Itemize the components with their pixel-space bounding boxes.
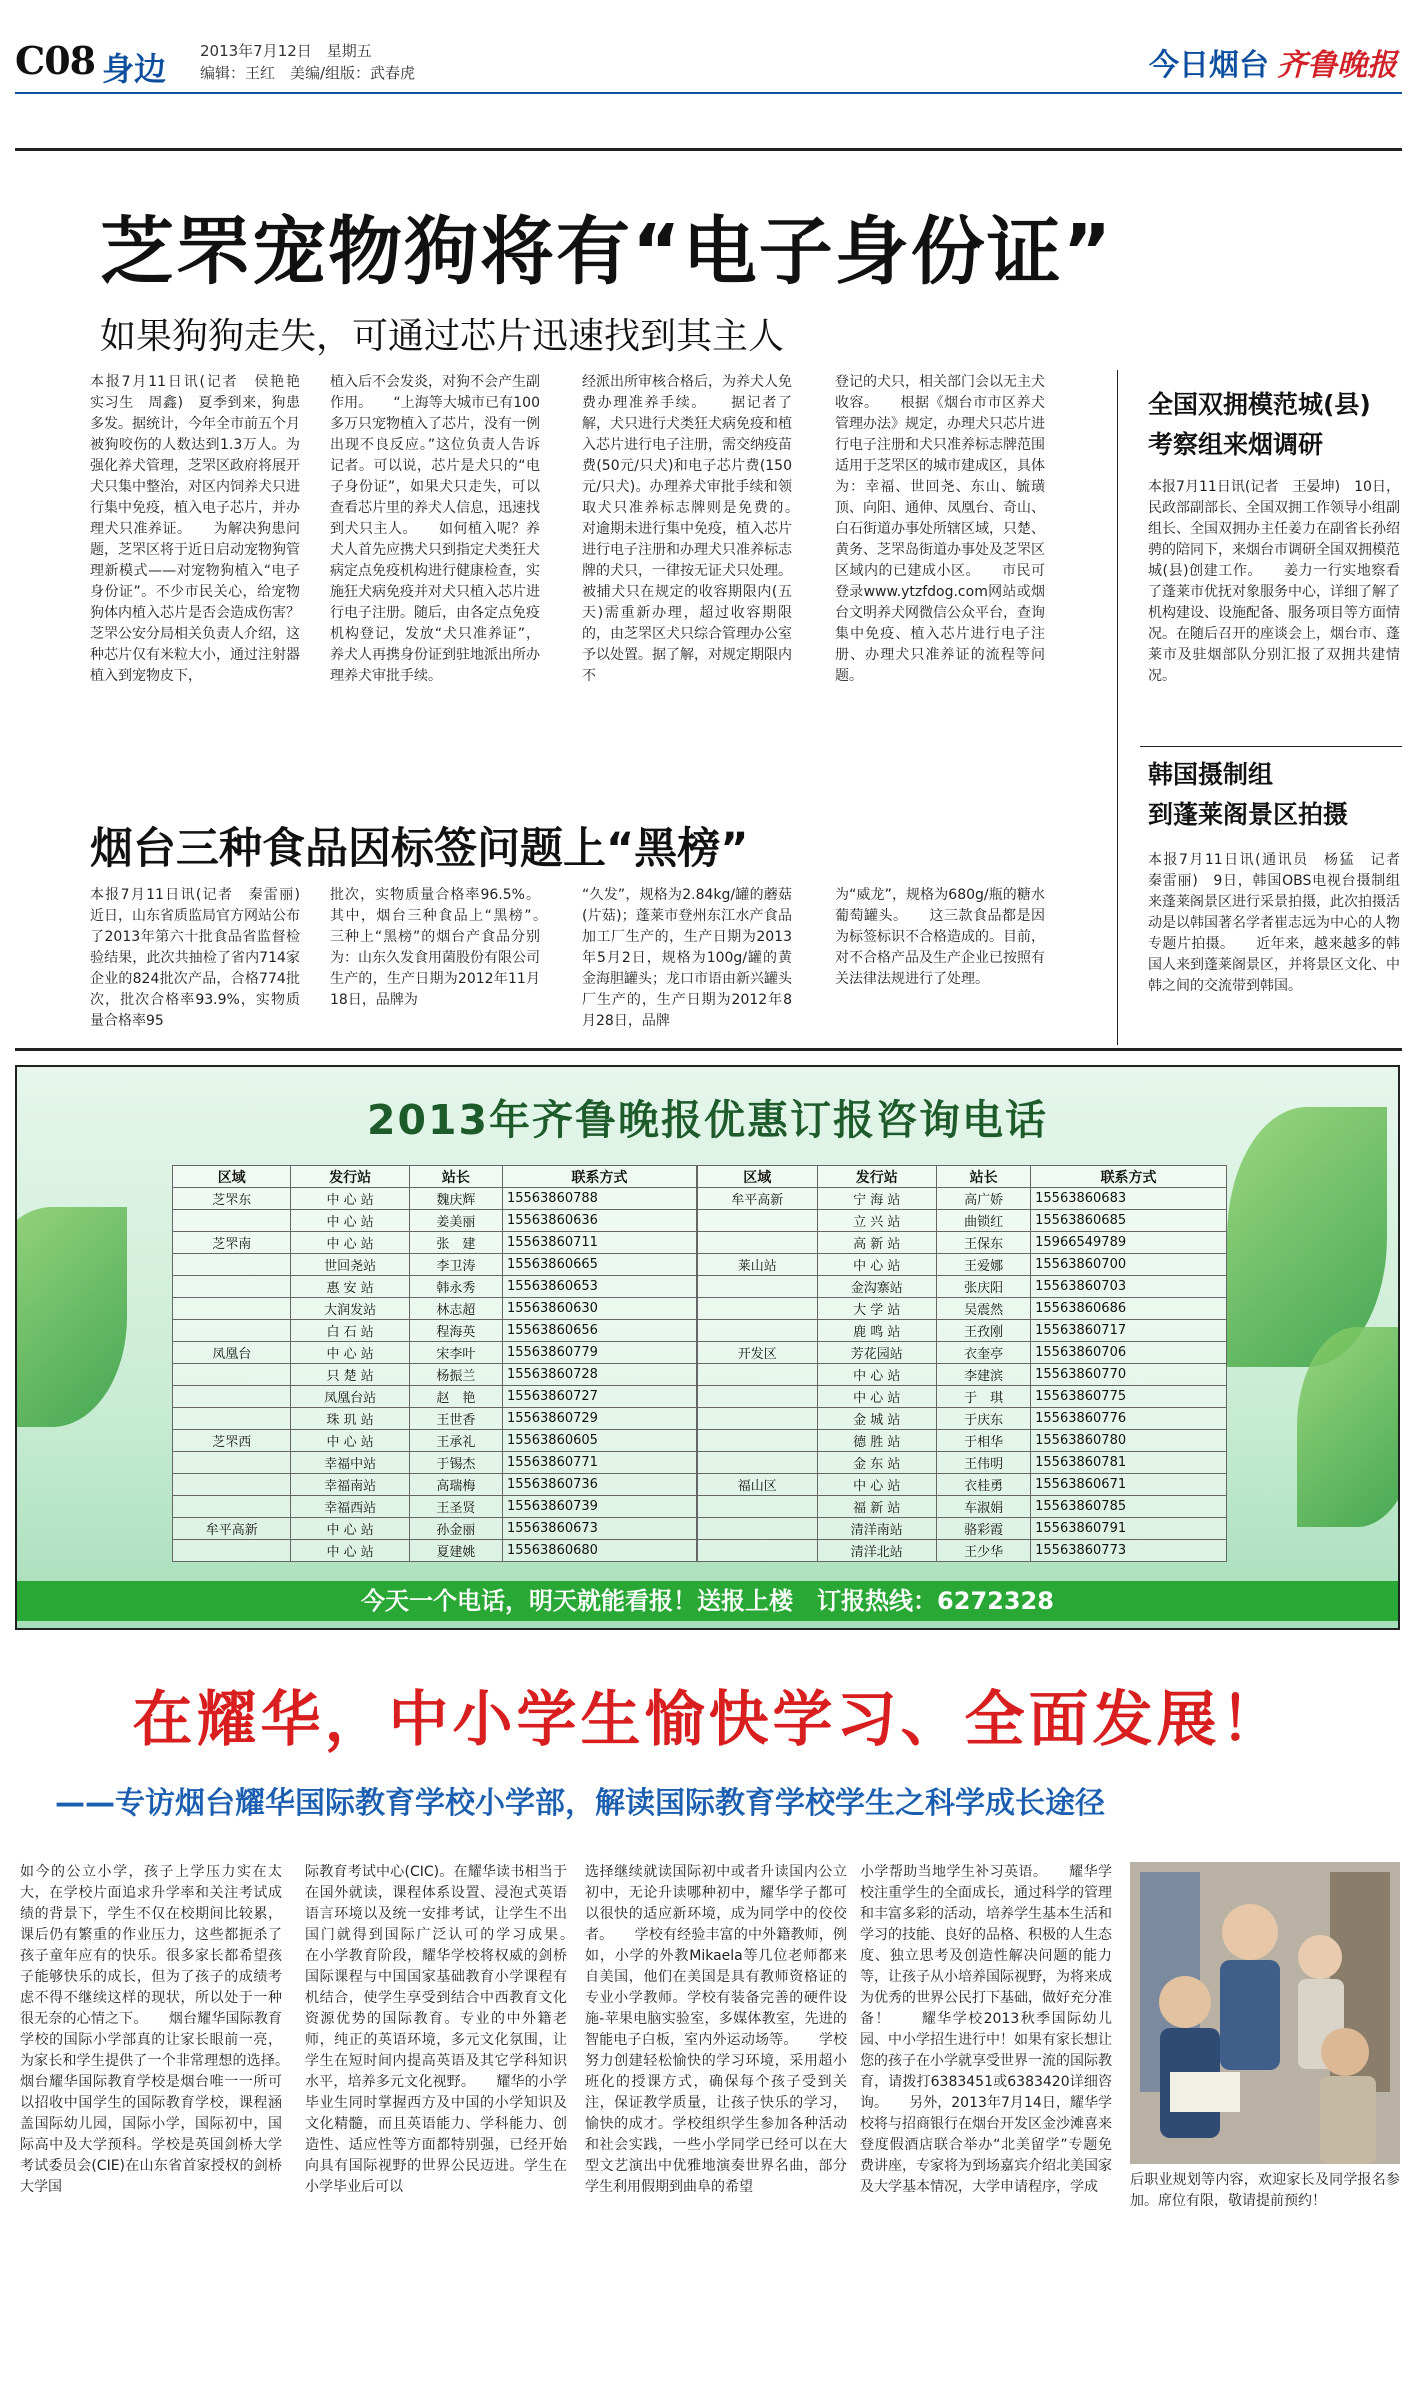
cell-phone: 15563860736 [502, 1474, 696, 1496]
cell-region [698, 1298, 818, 1320]
section-name: 身边 [102, 50, 167, 88]
cell-station: 金沟寨站 [817, 1276, 937, 1298]
table-row [698, 1364, 1227, 1386]
food-column-4: 为“威龙”，规格为680g/瓶的糖水葡萄罐头。 这三款食品都是因为标签标识不合格造成的。目前，对不合格产品及生产企业已按照有关法律法规进行了处理。 [835, 887, 1045, 987]
cell-manager: 车淑娟 [937, 1496, 1031, 1518]
cell-station: 中 心 站 [291, 1540, 409, 1562]
subscription-table-right [697, 1165, 1227, 1562]
cell-manager: 杨振兰 [409, 1364, 502, 1386]
headline: 芝罘宠物狗将有“电子身份证” [100, 209, 1114, 295]
cell-region [698, 1452, 818, 1474]
students-photo [1130, 1862, 1400, 2164]
cell-phone: 15563860739 [502, 1496, 696, 1518]
header-rule [15, 92, 1402, 94]
table-row [698, 1276, 1227, 1298]
cell-manager: 赵 艳 [409, 1386, 502, 1408]
cell-manager: 于锡杰 [409, 1452, 502, 1474]
cell-region [173, 1540, 291, 1562]
newspaper-brand [1149, 40, 1397, 84]
side-story-2-title-line1: 韩国摄制组 [1148, 760, 1274, 789]
table-row [698, 1452, 1227, 1474]
cell-station: 中 心 站 [817, 1474, 937, 1496]
cell-region: 凤凰台 [173, 1342, 291, 1364]
cell-manager: 王承礼 [409, 1430, 502, 1452]
cell-manager: 李卫涛 [409, 1254, 502, 1276]
cell-region: 福山区 [698, 1474, 818, 1496]
table-row [173, 1276, 697, 1298]
cell-manager: 孙金丽 [409, 1518, 502, 1540]
cell-station: 中 心 站 [291, 1232, 409, 1254]
cell-station: 金 东 站 [817, 1452, 937, 1474]
cell-station: 中 心 站 [817, 1386, 937, 1408]
cell-region: 芝罘西 [173, 1430, 291, 1452]
cell-region [173, 1474, 291, 1496]
students-illustration [1130, 1862, 1400, 2164]
cell-phone: 15563860717 [1031, 1320, 1227, 1342]
cell-phone: 15563860636 [502, 1210, 696, 1232]
table-row [698, 1408, 1227, 1430]
cell-station: 大润发站 [291, 1298, 409, 1320]
col-header-region: 区域 [173, 1166, 291, 1188]
ad-caption: 后职业规划等内容，欢迎家长及同学报名参加。席位有限，敬请提前预约！ [1130, 2172, 1400, 2209]
cell-manager: 王世香 [409, 1408, 502, 1430]
cell-region [173, 1320, 291, 1342]
subscription-panel [15, 1065, 1400, 1630]
cell-region [173, 1452, 291, 1474]
cell-manager: 程海英 [409, 1320, 502, 1342]
cell-phone: 15563860780 [1031, 1430, 1227, 1452]
cell-phone: 15563860728 [502, 1364, 696, 1386]
cell-station: 中 心 站 [817, 1364, 937, 1386]
cell-station: 鹿 鸣 站 [817, 1320, 937, 1342]
ad-subheadline: ——专访烟台耀华国际教育学校小学部，解读国际教育学校学生之科学成长途径 [55, 1786, 1105, 1821]
cell-station: 幸福西站 [291, 1496, 409, 1518]
cell-station: 中 心 站 [291, 1342, 409, 1364]
table-row [173, 1518, 697, 1540]
cell-station: 幸福南站 [291, 1474, 409, 1496]
cell-station: 中 心 站 [817, 1254, 937, 1276]
subscription-title: 2013年齐鲁晚报优惠订报咨询电话 [366, 1096, 1049, 1144]
ad-column-2: 际教育考试中心(CIC)。在耀华读书相当于在国外就读，课程体系设置、浸泡式英语语言环境以及统一安排考试，让学生不出国门就得到国际广泛认可的学习成果。 在小学教育阶段，耀华学校将权威的剑桥国际课程与中国国家基础教育小学课程有机结合，使学生享受到结合中西教育文化资源优势的国际教育。专业的中外籍老师，纯正的英语环境，多元文化氛围，让学生在短时间内提高英语及其它学科知识水平，培养多元文化视野。 耀华的小学毕业生同时掌握西方及中国的小学知识及文化精髓，而且英语能力、学科能力、创造性、适应性等方面都特别强，已经开始向具有国际视野的世界公民迈进。学生在小学毕业后可以 [305, 1864, 567, 2195]
cell-station: 珠 玑 站 [291, 1408, 409, 1430]
table-row [173, 1342, 697, 1364]
cell-phone: 15563860680 [502, 1540, 696, 1562]
food-column-2: 批次，实物质量合格率96.5%。其中，烟台三种食品上“黑榜”。 三种上“黑榜”的烟台产食品分别为：山东久发食用菌股份有限公司生产的，生产日期为2012年11月18日，品牌为 [330, 887, 540, 1008]
cell-phone: 15563860683 [1031, 1188, 1227, 1210]
cell-station: 宁 海 站 [817, 1188, 937, 1210]
brand-logo: 齐鲁晚报 [1277, 48, 1397, 83]
cell-region: 牟平高新 [698, 1188, 818, 1210]
table-row [173, 1298, 697, 1320]
cell-station: 金 城 站 [817, 1408, 937, 1430]
table-row [698, 1540, 1227, 1562]
cell-phone: 15563860771 [502, 1452, 696, 1474]
col-header-manager: 站长 [937, 1166, 1031, 1188]
cell-manager: 王少华 [937, 1540, 1031, 1562]
side-story-1-body: 本报7月11日讯(记者 王晏坤) 10日，民政部副部长、全国双拥工作领导小组副组长、全国双拥办主任姜力在副省长孙绍骋的陪同下，来烟台市调研全国双拥模范城(县)创建工作。 姜力一行实地察看了蓬莱市优抚对象服务中心，详细了解了机构建设、设施配备、服务项目等方面情况。在随后召开的座谈会上，烟台市、蓬莱市及驻烟部队分别汇报了双拥共建情况。 [1148, 479, 1400, 684]
cell-phone: 15563860685 [1031, 1210, 1227, 1232]
cell-phone: 15563860776 [1031, 1408, 1227, 1430]
cell-station: 白 石 站 [291, 1320, 409, 1342]
cell-station: 清洋北站 [817, 1540, 937, 1562]
subscription-table-left [172, 1165, 697, 1562]
cell-station: 福 新 站 [817, 1496, 937, 1518]
table-row [698, 1518, 1227, 1540]
article-column-1: 本报7月11日讯(记者 侯艳艳 实习生 周鑫) 夏季到来，狗患多发。据统计，今年全市前五个月被狗咬伤的人数达到1.3万人。为强化养犬管理，芝罘区政府将展开犬只集中整治，对区内饲养犬只进行集中免疫，植入电子芯片，并办理犬只准养证。 为解决狗患问题，芝罘区将于近日启动宠物狗管理新模式——对宠物狗植入“电子身份证”。不少市民关心，给宠物狗体内植入芯片是否会造成伤害？芝罘公安分局相关负责人介绍，这种芯片仅有米粒大小，通过注射器植入到宠物皮下， [90, 374, 300, 684]
article-column-3: 经派出所审核合格后，为养犬人免费办理准养手续。 据记者了解，犬只进行犬类狂犬病免疫和植入芯片进行电子注册，需交纳疫苗费(50元/只犬)和电子芯片费(150元/只犬)。办理养犬审批手续和领取犬只准养标志牌则是免费的。 对逾期未进行集中免疫，植入芯片进行电子注册和办理犬只准养标志牌的犬只，一律按无证犬只处理。被捕犬只在规定的收容期限内(五天)需重新办理，超过收容期限的，由芝罘区犬只综合管理办公室予以处置。据了解，对规定期限内不 [582, 374, 792, 684]
cell-phone: 15563860653 [502, 1276, 696, 1298]
cell-region [173, 1496, 291, 1518]
cell-station: 中 心 站 [291, 1430, 409, 1452]
cell-manager: 高广娇 [937, 1188, 1031, 1210]
cell-phone: 15563860770 [1031, 1364, 1227, 1386]
ad-column-1: 如今的公立小学，孩子上学压力实在太大，在学校片面追求升学率和关注考试成绩的背景下，学生不仅在校期间比较累，课后仍有繁重的作业压力，这些都扼杀了孩子童年应有的快乐。很多家长都希望孩子能够快乐的成长，但为了孩子的成绩考虑不得不继续这样的现状，所以处于一种很无奈的心情之下。 烟台耀华国际教育学校的国际小学部真的让家长眼前一亮，为家长和学生提供了一个非常理想的选择。 烟台耀华国际教育学校是烟台唯一一所可以招收中国学生的国际教育学校，课程涵盖国际幼儿园，国际小学，国际初中，国际高中及大学预科。学校是英国剑桥大学考试委员会(CIE)在山东省首家授权的剑桥大学国 [20, 1864, 282, 2195]
table-row [698, 1320, 1227, 1342]
cell-phone: 15966549789 [1031, 1232, 1227, 1254]
table-row [173, 1430, 697, 1452]
cell-manager: 韩永秀 [409, 1276, 502, 1298]
table-row [698, 1474, 1227, 1496]
mid-rule [15, 1048, 1402, 1051]
cell-manager: 衣桂勇 [937, 1474, 1031, 1496]
cell-manager: 王伟明 [937, 1452, 1031, 1474]
food-column-1: 本报7月11日讯(记者 秦雷丽) 近日，山东省质监局官方网站公布了2013年第六十批食品省监督检验结果，此次共抽检了省内714家企业的824批次产品，合格774批次，批次合格率93.9%，实物质量合格率95 [90, 887, 300, 1029]
side-story-2-title-line2: 到蓬莱阁景区拍摄 [1148, 800, 1349, 829]
side-story-1-title-line1: 全国双拥模范城(县) [1148, 390, 1371, 419]
cell-region [173, 1254, 291, 1276]
cell-region [698, 1276, 818, 1298]
cell-manager: 骆彩霞 [937, 1518, 1031, 1540]
cell-region [698, 1232, 818, 1254]
cell-manager: 吴震然 [937, 1298, 1031, 1320]
col-header-station: 发行站 [291, 1166, 409, 1188]
cell-phone: 15563860791 [1031, 1518, 1227, 1540]
cell-phone: 15563860700 [1031, 1254, 1227, 1276]
side-story-2-title [1148, 755, 1348, 835]
cell-phone: 15563860686 [1031, 1298, 1227, 1320]
cell-station: 大 学 站 [817, 1298, 937, 1320]
col-header-manager: 站长 [409, 1166, 502, 1188]
cell-region: 莱山站 [698, 1254, 818, 1276]
article-column-2: 植入后不会发炎，对狗不会产生副作用。 “上海等大城市已有100多万只宠物植入了芯片，没有一例出现不良反应。”这位负责人告诉记者。可以说，芯片是犬只的“电子身份证”，如果犬只走失，可以查看芯片里的养犬人信息，迅速找到犬只主人。 如何植入呢？养犬人首先应携犬只到指定犬类狂犬病定点免疫机构进行健康检查，实施狂犬病免疫并对犬只植入芯片进行电子注册。随后，由各定点免疫机构登记，发放“犬只准养证”，养犬人再携身份证到驻地派出所办理养犬审批手续。 [330, 374, 540, 684]
brand-section: 今日烟台 [1149, 48, 1269, 83]
cell-phone: 15563860630 [502, 1298, 696, 1320]
cell-phone: 15563860706 [1031, 1342, 1227, 1364]
table-row [173, 1452, 697, 1474]
cell-manager: 李建滨 [937, 1364, 1031, 1386]
table-row [698, 1496, 1227, 1518]
cell-region [698, 1540, 818, 1562]
cell-manager: 于 琪 [937, 1386, 1031, 1408]
side-divider [1140, 746, 1402, 747]
cell-manager: 张庆阳 [937, 1276, 1031, 1298]
cell-phone: 15563860656 [502, 1320, 696, 1342]
cell-phone: 15563860779 [502, 1342, 696, 1364]
cell-region [698, 1496, 818, 1518]
issue-meta [200, 40, 415, 84]
ad-column-4: 小学帮助当地学生补习英语。 耀华学校注重学生的全面成长，通过科学的管理和丰富多彩的活动，培养学生基本生活和学习的技能、良好的品格、积极的人生态度、独立思考及创造性解决问题的能力等，让孩子从小培养国际视野，为将来成为优秀的世界公民打下基础，做好充分准备！ 耀华学校2013秋季国际幼儿园、中小学招生进行中！如果有家长想让您的孩子在小学就享受世界一流的国际教育，请拨打6383451或6383420详细咨询。 另外，2013年7月14日，耀华学校将与招商银行在烟台开发区金沙滩喜来登度假酒店联合举办“北美留学”专题免费讲座，专家将为到场嘉宾介绍北美国家及大学基本情况，大学申请程序，学成 [860, 1864, 1112, 2195]
table-row [173, 1254, 697, 1276]
cell-phone: 15563860785 [1031, 1496, 1227, 1518]
cell-station: 清洋南站 [817, 1518, 937, 1540]
cell-station: 中 心 站 [291, 1210, 409, 1232]
cell-phone: 15563860773 [1031, 1540, 1227, 1562]
col-header-region: 区域 [698, 1166, 818, 1188]
column-divider [1117, 370, 1118, 1045]
cell-region: 芝罘东 [173, 1188, 291, 1210]
cell-manager: 王孜刚 [937, 1320, 1031, 1342]
cell-station: 中 心 站 [291, 1518, 409, 1540]
cell-station: 高 新 站 [817, 1232, 937, 1254]
table-row [173, 1210, 697, 1232]
table-row [173, 1386, 697, 1408]
cell-region [173, 1364, 291, 1386]
issue-staff: 编辑：王红 美编/组版：武春虎 [200, 64, 416, 82]
cell-station: 凤凰台站 [291, 1386, 409, 1408]
table-row [173, 1408, 697, 1430]
cell-station: 世回尧站 [291, 1254, 409, 1276]
table-row [173, 1188, 697, 1210]
top-rule [15, 148, 1402, 151]
cell-station: 芳花园站 [817, 1342, 937, 1364]
cell-manager: 王爱娜 [937, 1254, 1031, 1276]
table-row [173, 1320, 697, 1342]
ad-column-3: 选择继续就读国际初中或者升读国内公立初中，无论升读哪种初中，耀华学子都可以很快的适应新环境，成为同学中的佼佼者。 学校有经验丰富的中外籍教师，例如，小学的外教Mikaela等几位老师都来自美国，他们在美国是具有教师资格证的专业小学教师。学校有装备完善的硬件设施-苹果电脑实验室，多媒体教室，先进的智能电子白板，室内外运动场等。 学校努力创建轻松愉快的学习环境，采用超小班化的授课方式，确保每个孩子受到关注，保证教学质量，让孩子快乐的学习，愉快的成才。学校组织学生参加各种活动和社会实践，一些小学同学已经可以在大型文艺演出中优雅地演奏世界名曲，部分学生利用假期到曲阜的希望 [585, 1864, 847, 2195]
cell-phone: 15563860671 [1031, 1474, 1227, 1496]
table-row [698, 1254, 1227, 1276]
cell-manager: 王圣贤 [409, 1496, 502, 1518]
cell-phone: 15563860605 [502, 1430, 696, 1452]
cell-phone: 15563860711 [502, 1232, 696, 1254]
table-row [173, 1496, 697, 1518]
cell-region: 芝罘南 [173, 1232, 291, 1254]
table-row [173, 1232, 697, 1254]
cell-region [173, 1276, 291, 1298]
page-number: C08 [15, 38, 96, 83]
subheadline: 如果狗狗走失，可通过芯片迅速找到其主人 [100, 316, 785, 357]
cell-phone: 15563860788 [502, 1188, 696, 1210]
side-story-1-title [1148, 385, 1371, 465]
cell-region [698, 1320, 818, 1342]
table-row [173, 1364, 697, 1386]
table-row [698, 1342, 1227, 1364]
cell-phone: 15563860673 [502, 1518, 696, 1540]
cell-station: 立 兴 站 [817, 1210, 937, 1232]
cell-station: 中 心 站 [291, 1188, 409, 1210]
cell-region [698, 1430, 818, 1452]
cell-manager: 夏建姚 [409, 1540, 502, 1562]
article-column-4: 登记的犬只，相关部门会以无主犬收容。 根据《烟台市市区养犬管理办法》规定，办理犬只芯片进行电子注册和犬只准养标志牌范围适用于芝罘区的城市建成区，具体为：幸福、世回尧、东山、毓璜顶、向阳、通伸、凤凰台、奇山、白石街道办事处所辖区域，只楚、黄务、芝罘岛街道办事处及芝罘区区域内的已建成小区。 市民可登录www.ytzfdog.com网站或烟台文明养犬网微信公众平台，查询集中免疫、植入芯片进行电子注册、办理犬只准养证的流程等问题。 [835, 374, 1045, 684]
cell-manager: 于相华 [937, 1430, 1031, 1452]
cell-phone: 15563860775 [1031, 1386, 1227, 1408]
cell-phone: 15563860781 [1031, 1452, 1227, 1474]
ad-headline: 在耀华，中小学生愉快学习、全面发展！ [132, 1685, 1285, 1755]
cell-manager: 宋李叶 [409, 1342, 502, 1364]
cell-manager: 衣奎亭 [937, 1342, 1031, 1364]
cell-station: 惠 安 站 [291, 1276, 409, 1298]
cell-manager: 姜美丽 [409, 1210, 502, 1232]
issue-date: 2013年7月12日 星期五 [200, 42, 372, 60]
subscription-hotline: 今天一个电话，明天就能看报！送报上楼 订报热线：6272328 [17, 1581, 1398, 1621]
table-row [698, 1210, 1227, 1232]
table-row [698, 1298, 1227, 1320]
cell-manager: 于庆东 [937, 1408, 1031, 1430]
cell-manager: 高瑞梅 [409, 1474, 502, 1496]
side-story-2-body: 本报7月11日讯(通讯员 杨猛 记者 秦雷丽) 9日，韩国OBS电视台摄制组来蓬莱阁景区进行采景拍摄，此次拍摄活动是以韩国著名学者崔志远为中心的人物专题片拍摄。 近年来，越来越多的韩国人来到蓬莱阁景区，并将景区文化、中韩之间的交流带到韩国。 [1148, 852, 1400, 994]
cell-region [173, 1210, 291, 1232]
cell-region [173, 1386, 291, 1408]
table-row [173, 1474, 697, 1496]
table-row [173, 1540, 697, 1562]
cell-region: 开发区 [698, 1342, 818, 1364]
col-header-station: 发行站 [817, 1166, 937, 1188]
cell-phone: 15563860703 [1031, 1276, 1227, 1298]
cell-manager: 曲锁红 [937, 1210, 1031, 1232]
cell-phone: 15563860727 [502, 1386, 696, 1408]
food-headline: 烟台三种食品因标签问题上“黑榜” [90, 824, 749, 874]
cell-phone: 15563860665 [502, 1254, 696, 1276]
cell-phone: 15563860729 [502, 1408, 696, 1430]
food-column-3: “久发”，规格为2.84kg/罐的蘑菇(片菇)；蓬莱市登州东江水产食品加工厂生产的，生产日期为2013年5月2日，规格为100g/罐的黄金海胆罐头；龙口市语由新兴罐头厂生产的，生产日期为2012年8月28日，品牌 [582, 887, 792, 1029]
cell-region: 牟平高新 [173, 1518, 291, 1540]
cell-region [698, 1364, 818, 1386]
cell-manager: 魏庆辉 [409, 1188, 502, 1210]
cell-region [698, 1518, 818, 1540]
cell-region [698, 1386, 818, 1408]
table-row [698, 1188, 1227, 1210]
table-row [698, 1386, 1227, 1408]
cell-region [173, 1408, 291, 1430]
cell-region [173, 1298, 291, 1320]
cell-station: 只 楚 站 [291, 1364, 409, 1386]
table-row [698, 1430, 1227, 1452]
cell-manager: 林志超 [409, 1298, 502, 1320]
table-row [698, 1232, 1227, 1254]
cell-manager: 张 建 [409, 1232, 502, 1254]
leaf-decoration-left [15, 1207, 127, 1427]
col-header-phone: 联系方式 [502, 1166, 696, 1188]
side-story-1-title-line2: 考察组来烟调研 [1148, 430, 1324, 459]
cell-station: 德 胜 站 [817, 1430, 937, 1452]
cell-region [698, 1408, 818, 1430]
cell-manager: 王保东 [937, 1232, 1031, 1254]
cell-region [698, 1210, 818, 1232]
cell-station: 幸福中站 [291, 1452, 409, 1474]
col-header-phone: 联系方式 [1031, 1166, 1227, 1188]
